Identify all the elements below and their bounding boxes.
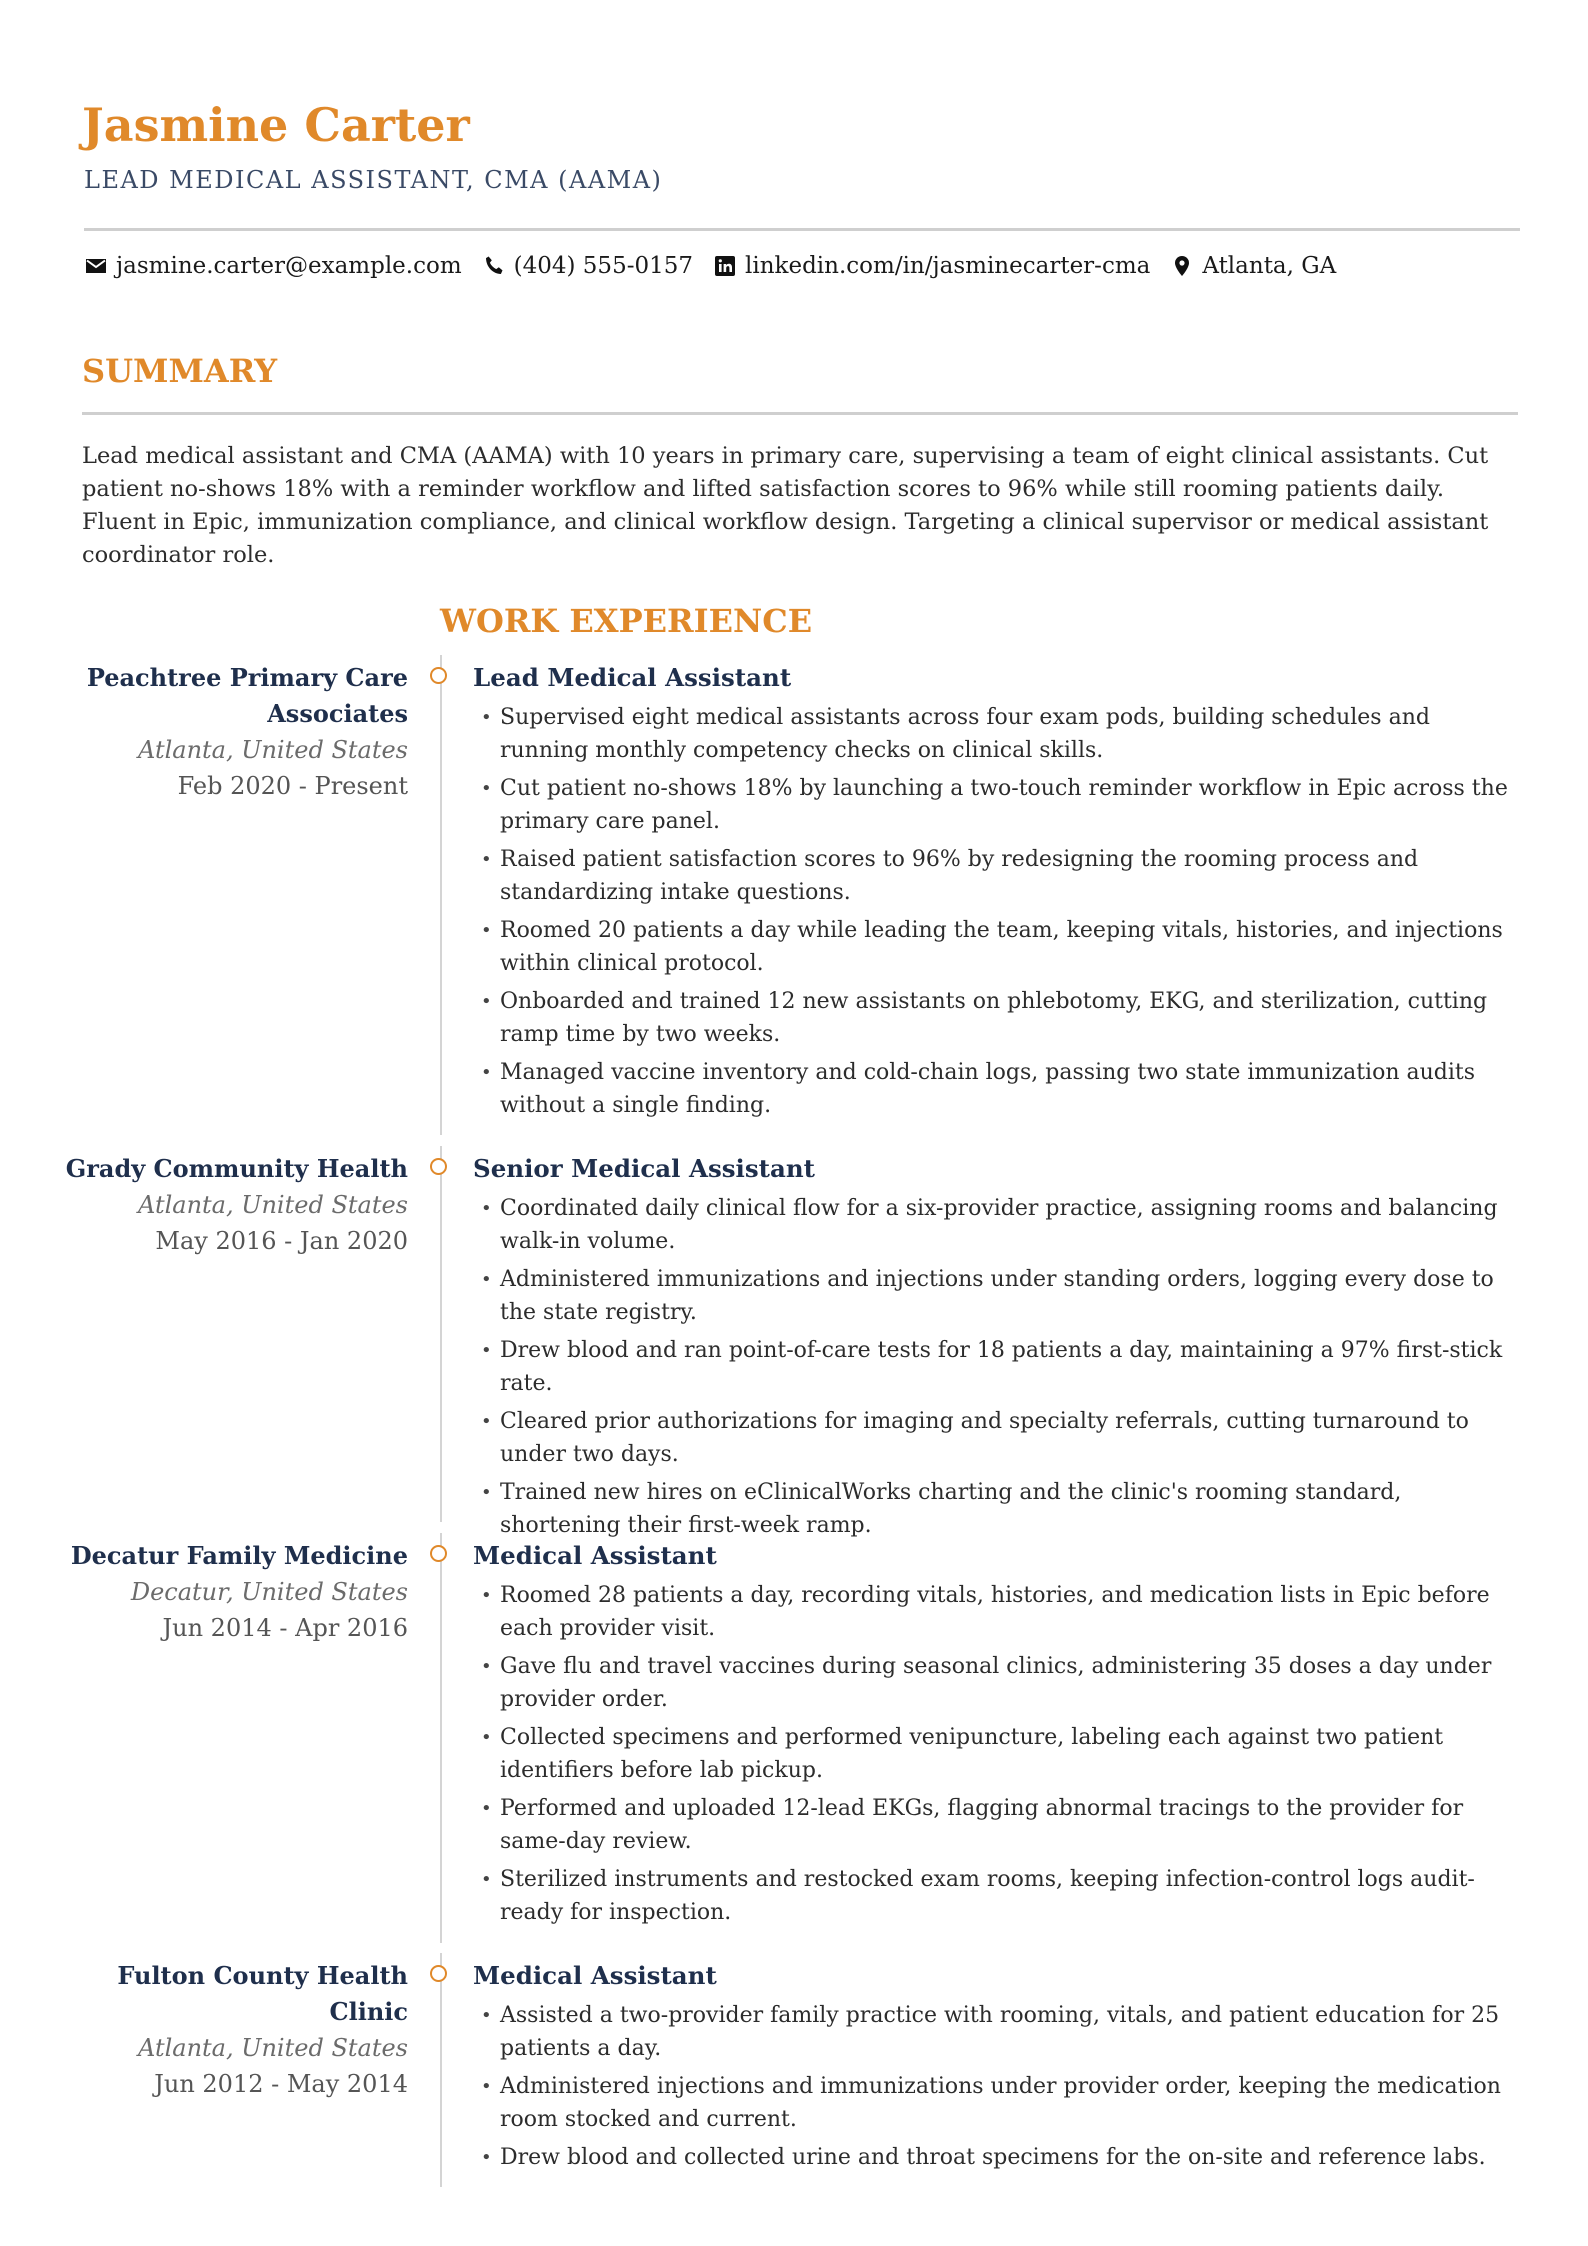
job-bullets [473, 1192, 1518, 1542]
job-meta [60, 1538, 408, 1646]
timeline-dot [430, 1158, 447, 1175]
location-pin-icon [1170, 254, 1194, 278]
job-bullet: • Onboarded and trained 12 new assistants on phlebotomy, EKG, and sterilization, cutting ramp time by two weeks. [473, 985, 1518, 1051]
job-details [473, 1958, 1518, 2179]
job-bullet: • Collected specimens and performed venipuncture, labeling each against two patient identifiers before lab pickup. [473, 1721, 1518, 1787]
job-bullet: • Assisted a two-provider family practice with rooming, vitals, and patient education for 25 patients a day. [473, 1999, 1518, 2065]
job-dates: Feb 2020 - Present [177, 772, 408, 800]
job-bullet: • Roomed 28 patients a day, recording vitals, histories, and medication lists in Epic before each provider visit. [473, 1579, 1518, 1645]
job-bullet: • Gave flu and travel vaccines during seasonal clinics, administering 35 doses a day under provider order. [473, 1650, 1518, 1716]
job-bullet: • Cut patient no-shows 18% by launching a two-touch reminder workflow in Epic across the primary care panel. [473, 772, 1518, 838]
candidate-name: Jasmine Carter [82, 98, 470, 152]
job-bullet: • Coordinated daily clinical flow for a six-provider practice, assigning rooms and balancing walk-in volume. [473, 1192, 1518, 1258]
job-details [473, 660, 1518, 1127]
job-details [473, 1151, 1518, 1547]
job-bullet: • Drew blood and collected urine and throat specimens for the on-site and reference labs. [473, 2141, 1518, 2174]
job-company: Peachtree Primary Care Associates [86, 663, 408, 728]
job-title: Senior Medical Assistant [473, 1154, 815, 1183]
job-location: Atlanta, United States [138, 736, 408, 764]
job-bullets [473, 701, 1518, 1122]
job-bullet: • Administered immunizations and injections under standing orders, logging every dose to the state registry. [473, 1263, 1518, 1329]
candidate-role: LEAD MEDICAL ASSISTANT, CMA (AAMA) [84, 166, 663, 194]
contact-linkedin[interactable] [713, 253, 1150, 279]
job-title: Medical Assistant [473, 1961, 717, 1990]
job-meta [60, 1958, 408, 2102]
job-dates: Jun 2012 - May 2014 [154, 2070, 408, 2098]
job-bullets [473, 1579, 1518, 1929]
job-bullet: • Raised patient satisfaction scores to 96% by redesigning the rooming process and standardizing intake questions. [473, 843, 1518, 909]
job-dates: May 2016 - Jan 2020 [155, 1227, 408, 1255]
job-bullet: • Supervised eight medical assistants across four exam pods, building schedules and running monthly competency checks on clinical skills. [473, 701, 1518, 767]
job-bullet: • Roomed 20 patients a day while leading the team, keeping vitals, histories, and injections within clinical protocol. [473, 914, 1518, 980]
job-bullet: • Cleared prior authorizations for imaging and specialty referrals, cutting turnaround to under two days. [473, 1405, 1518, 1471]
timeline-dot [430, 667, 447, 684]
job-title: Medical Assistant [473, 1541, 717, 1570]
summary-heading: SUMMARY [82, 352, 278, 390]
job-bullet: • Drew blood and ran point-of-care tests for 18 patients a day, maintaining a 97% first-stick rate. [473, 1334, 1518, 1400]
timeline-segment [440, 1533, 442, 1943]
job-details [473, 1538, 1518, 1934]
contact-location [1170, 253, 1336, 279]
timeline-dot [430, 1965, 447, 1982]
linkedin-icon [713, 254, 737, 278]
job-bullet: • Performed and uploaded 12-lead EKGs, flagging abnormal tracings to the provider for same-day review. [473, 1792, 1518, 1858]
contact-linkedin-text: linkedin.com/in/jasminecarter-cma [745, 253, 1151, 279]
job-bullet: • Managed vaccine inventory and cold-chain logs, passing two state immunization audits without a single finding. [473, 1056, 1518, 1122]
header-divider [84, 228, 1520, 231]
summary-divider [82, 412, 1518, 415]
timeline-dot [430, 1545, 447, 1562]
timeline-segment [440, 1146, 442, 1522]
timeline-segment [440, 1953, 442, 2187]
contact-email[interactable] [84, 253, 462, 279]
experience-heading: WORK EXPERIENCE [440, 602, 813, 640]
envelope-icon [84, 254, 108, 278]
job-location: Decatur, United States [130, 1578, 408, 1606]
job-bullet: • Trained new hires on eClinicalWorks charting and the clinic's rooming standard, shortening their first-week ramp. [473, 1476, 1518, 1542]
job-company: Decatur Family Medicine [70, 1541, 408, 1570]
timeline-segment [440, 655, 442, 1135]
contact-location-text: Atlanta, GA [1202, 253, 1337, 279]
job-company: Grady Community Health [65, 1154, 408, 1183]
job-bullet: • Administered injections and immunizations under provider order, keeping the medication room stocked and current. [473, 2070, 1518, 2136]
job-bullet: • Sterilized instruments and restocked exam rooms, keeping infection-control logs audit-ready for inspection. [473, 1863, 1518, 1929]
contact-email-text: jasmine.carter@example.com [116, 253, 462, 279]
job-location: Atlanta, United States [138, 1191, 408, 1219]
job-title: Lead Medical Assistant [473, 663, 792, 692]
job-location: Atlanta, United States [138, 2034, 408, 2062]
phone-icon [482, 254, 506, 278]
contact-bar [84, 250, 1356, 282]
job-company: Fulton County Health Clinic [117, 1961, 408, 2026]
contact-phone-text: (404) 555-0157 [513, 253, 694, 279]
job-meta [60, 660, 408, 804]
summary-text: Lead medical assistant and CMA (AAMA) with 10 years in primary care, supervising a team of eight clinical assistants. Cut patient no-shows 18% with a reminder workflow and lifted satisfaction scores to 96% while still rooming patients daily. Fluent in Epic, immunization compliance, and clinical workflow design. Targeting a clinical supervisor or medical assistant coordinator role. [82, 443, 1489, 568]
job-meta [60, 1151, 408, 1259]
job-dates: Jun 2014 - Apr 2016 [162, 1614, 408, 1642]
job-bullets [473, 1999, 1518, 2174]
contact-phone[interactable] [482, 253, 693, 279]
